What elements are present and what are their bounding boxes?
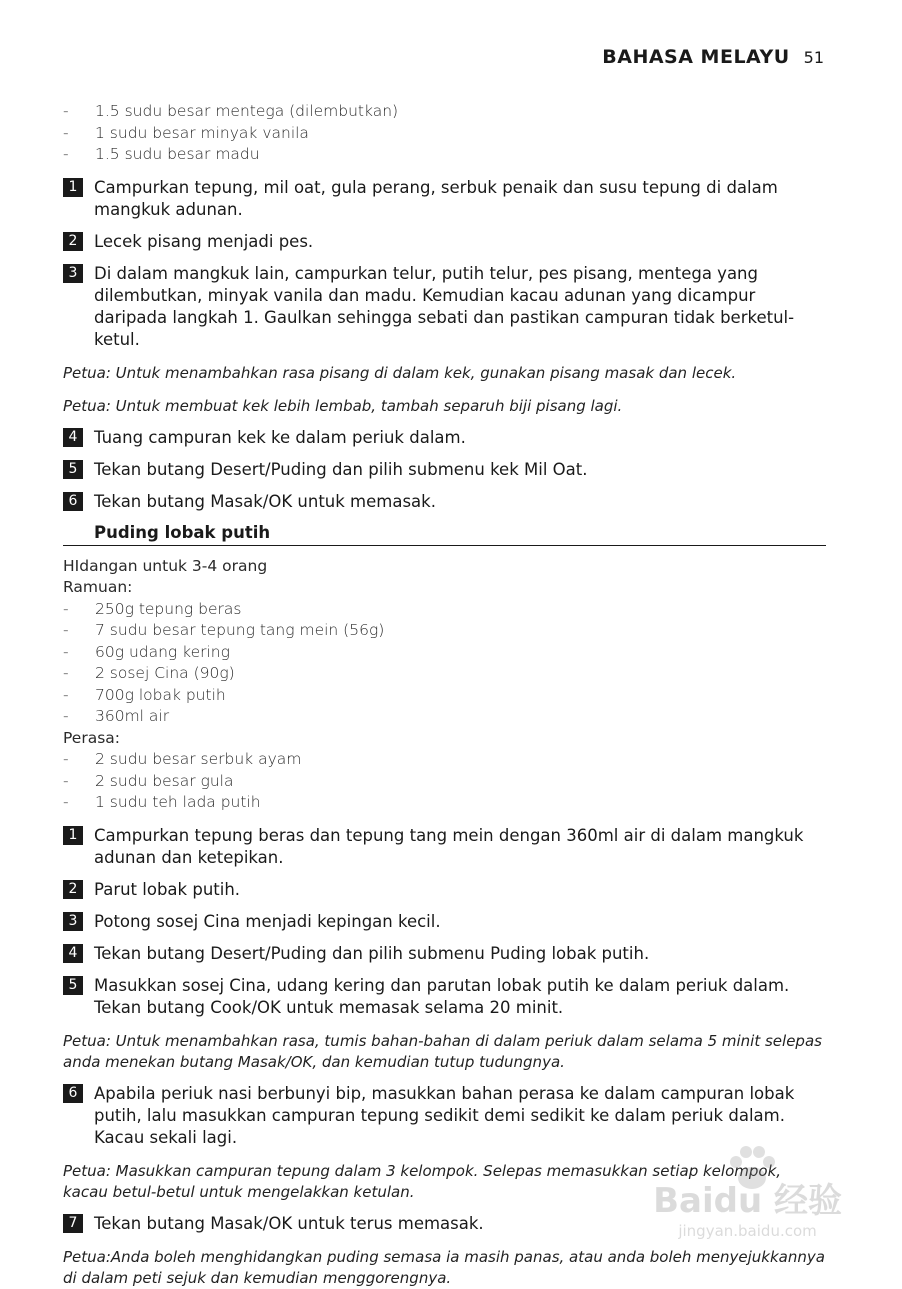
step-item xyxy=(63,943,826,965)
page-number: 51 xyxy=(803,48,824,67)
ingredient-list xyxy=(63,599,826,728)
step-item xyxy=(63,177,826,221)
step-number: 5 xyxy=(63,976,83,995)
step-number: 6 xyxy=(63,1084,83,1103)
seasoning-list xyxy=(63,749,826,814)
step-item xyxy=(63,263,826,351)
step-item xyxy=(63,879,826,901)
tip-text: Petua: Masukkan campuran tepung dalam 3 kelompok. Selepas memasukkan setiap kelompok, kacau betul-betul untuk mengelakkan ketulan. xyxy=(63,1161,782,1201)
tip-text: Petua: Untuk menambahkan rasa, tumis bahan-bahan di dalam periuk dalam selama 5 minit selepas anda menekan butang Masak/OK, dan kemudian tutup tudungnya. xyxy=(63,1031,822,1071)
step-number: 6 xyxy=(63,492,83,511)
list-item: - 60g udang kering xyxy=(63,642,230,661)
step-number: 1 xyxy=(63,826,83,845)
step-number: 2 xyxy=(63,232,83,251)
step-text: Masukkan sosej Cina, udang kering dan parutan lobak putih ke dalam periuk dalam. Tekan butang Cook/OK untuk memasak selama 20 minit. xyxy=(94,975,790,1017)
list-item: - 2 sudu besar gula xyxy=(63,771,234,790)
step-number: 4 xyxy=(63,428,83,447)
step-text: Campurkan tepung, mil oat, gula perang, serbuk penaik dan susu tepung di dalam mangkuk adunan. xyxy=(94,177,778,219)
step-text: Parut lobak putih. xyxy=(94,879,241,899)
step-text: Lecek pisang menjadi pes. xyxy=(94,231,314,251)
step-text: Apabila periuk nasi berbunyi bip, masukkan bahan perasa ke dalam campuran lobak putih, lalu masukkan campuran tepung sedikit demi sedikit ke dalam periuk dalam. Kacau sekali lagi. xyxy=(94,1083,795,1147)
step-item xyxy=(63,427,826,449)
step-text: Tekan butang Desert/Puding dan pilih submenu Puding lobak putih. xyxy=(94,943,650,963)
tip-text: Petua: Untuk membuat kek lebih lembab, tambah separuh biji pisang lagi. xyxy=(63,396,623,415)
step-text: Di dalam mangkuk lain, campurkan telur, putih telur, pes pisang, mentega yang dilembutkan, minyak vanila dan madu. Kemudian kacau adunan yang dicampur daripada langkah 1. Gaulkan sehingga sebati dan pastikan campuran tidak berketul-ketul. xyxy=(94,263,795,349)
list-item: - 1.5 sudu besar mentega (dilembutkan) xyxy=(63,102,399,120)
step-item xyxy=(63,491,826,513)
list-item: - 1 sudu besar minyak vanila xyxy=(63,123,309,142)
step-item xyxy=(63,1083,826,1149)
list-item: - 700g lobak putih xyxy=(63,685,226,704)
list-item: - 2 sosej Cina (90g) xyxy=(63,664,235,682)
section-title: Puding lobak putih xyxy=(63,523,826,546)
list-item: - 360ml air xyxy=(63,707,170,725)
step-number: 3 xyxy=(63,912,83,931)
page-header xyxy=(602,46,824,68)
step-item xyxy=(63,231,826,253)
step-text: Tekan butang Masak/OK untuk memasak. xyxy=(94,491,436,511)
seasoning-label: Perasa: xyxy=(63,728,120,747)
step-item xyxy=(63,911,826,933)
step-number: 2 xyxy=(63,880,83,899)
tip-text: Petua:Anda boleh menghidangkan puding semasa ia masih panas, atau anda boleh menyejukkannya di dalam peti sejuk dan kemudian menggorengnya. xyxy=(63,1247,825,1287)
step-item xyxy=(63,825,826,869)
watermark-url: jingyan.baidu.com xyxy=(678,1222,817,1240)
step-number: 3 xyxy=(63,264,83,283)
list-item: - 2 sudu besar serbuk ayam xyxy=(63,750,302,768)
servings-text: HIdangan untuk 3-4 orang xyxy=(63,556,268,575)
list-item: - 1 sudu teh lada putih xyxy=(63,793,261,811)
watermark xyxy=(653,1173,842,1240)
tip-text: Petua: Untuk menambahkan rasa pisang di dalam kek, gunakan pisang masak dan lecek. xyxy=(63,363,737,382)
step-number: 5 xyxy=(63,460,83,479)
step-text: Campurkan tepung beras dan tepung tang mein dengan 360ml air di dalam mangkuk adunan dan ketepikan. xyxy=(94,825,804,867)
top-ingredient-list xyxy=(63,101,826,166)
language-title: BAHASA MELAYU xyxy=(602,46,790,68)
list-item: - 7 sudu besar tepung tang mein (56g) xyxy=(63,621,385,639)
ingredients-label: Ramuan: xyxy=(63,578,133,596)
page-content xyxy=(63,101,826,1289)
step-text: Tekan butang Masak/OK untuk terus memasak. xyxy=(94,1213,484,1233)
step-number: 4 xyxy=(63,944,83,963)
step-number: 7 xyxy=(63,1214,83,1233)
watermark-brand: Baidu 经验 xyxy=(653,1181,842,1221)
list-item: - 1.5 sudu besar madu xyxy=(63,145,260,163)
step-item xyxy=(63,975,826,1019)
list-item: - 250g tepung beras xyxy=(63,599,242,618)
step-text: Tekan butang Desert/Puding dan pilih submenu kek Mil Oat. xyxy=(94,459,588,479)
step-number: 1 xyxy=(63,178,83,197)
step-text: Potong sosej Cina menjadi kepingan kecil. xyxy=(94,911,441,931)
step-item xyxy=(63,459,826,481)
step-text: Tuang campuran kek ke dalam periuk dalam. xyxy=(94,427,466,447)
